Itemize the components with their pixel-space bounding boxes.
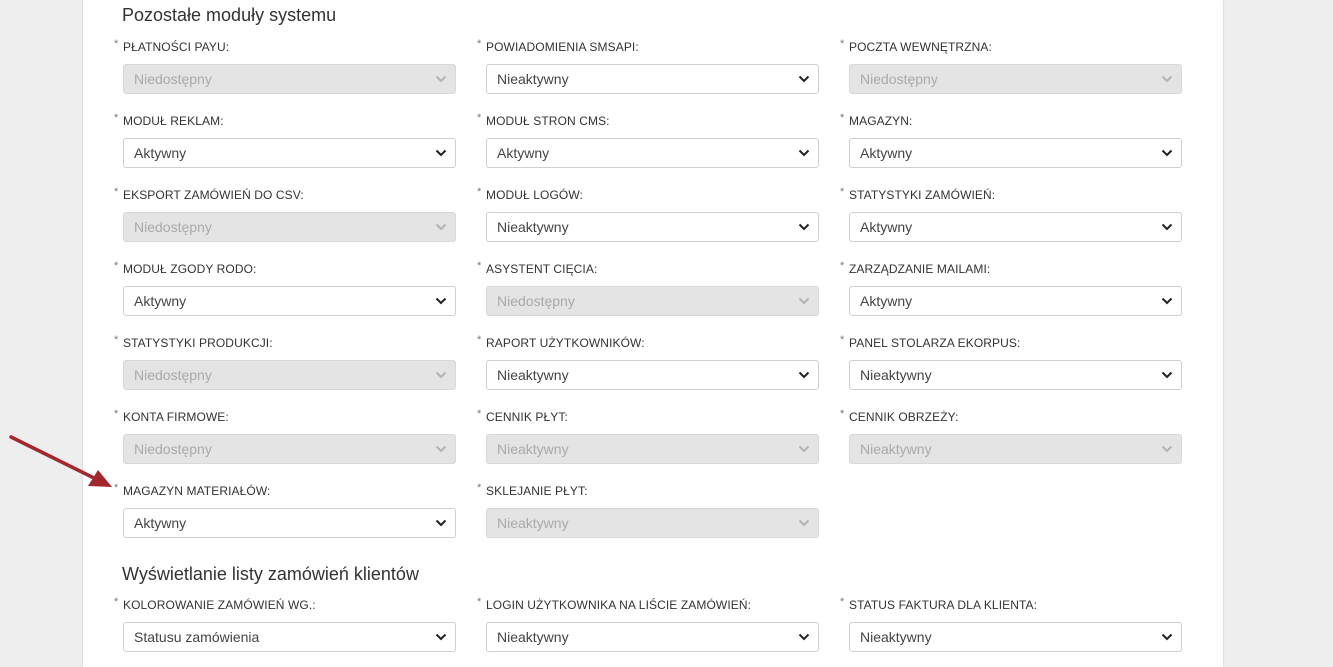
logs-module-select[interactable]: Nieaktywny — [486, 212, 819, 242]
field-label: ZARZĄDZANIE MAILAMI: — [849, 262, 991, 276]
chevron-down-icon — [435, 222, 447, 232]
field-label: MAGAZYN: — [849, 114, 913, 128]
required-mark: * — [840, 38, 845, 50]
required-mark: * — [840, 260, 845, 272]
payu-select[interactable]: Niedostępny — [123, 64, 456, 94]
field-label: RAPORT UŻYTKOWNIKÓW: — [486, 336, 645, 350]
field-payu — [114, 38, 450, 94]
required-mark: * — [477, 334, 482, 346]
chevron-down-icon — [798, 222, 810, 232]
field-production-stats — [114, 334, 450, 390]
required-mark: * — [840, 186, 845, 198]
chevron-down-icon — [1161, 74, 1173, 84]
csv-export-select[interactable]: Niedostępny — [123, 212, 456, 242]
field-edge-pricing — [840, 408, 1176, 464]
field-smsapi — [477, 38, 813, 94]
field-order-stats — [840, 186, 1176, 242]
field-cutting-assistant — [477, 260, 813, 316]
chevron-down-icon — [798, 74, 810, 84]
chevron-down-icon — [435, 632, 447, 642]
annotation-arrow-icon — [8, 432, 118, 492]
required-mark: * — [840, 408, 845, 420]
ads-module-select[interactable]: Aktywny — [123, 138, 456, 168]
chevron-down-icon — [1161, 444, 1173, 454]
chevron-down-icon — [435, 518, 447, 528]
field-label: ASYSTENT CIĘCIA: — [486, 262, 598, 276]
field-label: MODUŁ ZGODY RODO: — [123, 262, 257, 276]
chevron-down-icon — [435, 74, 447, 84]
field-company-accounts — [114, 408, 450, 464]
chevron-down-icon — [435, 370, 447, 380]
required-mark: * — [477, 186, 482, 198]
field-label: EKSPORT ZAMÓWIEŃ DO CSV: — [123, 188, 304, 202]
edge-pricing-select[interactable]: Nieaktywny — [849, 434, 1182, 464]
required-mark: * — [477, 112, 482, 124]
invoice-status-select[interactable]: Nieaktywny — [849, 622, 1182, 652]
production-stats-select[interactable]: Niedostępny — [123, 360, 456, 390]
board-gluing-select[interactable]: Nieaktywny — [486, 508, 819, 538]
order-coloring-select[interactable]: Statusu zamówienia — [123, 622, 456, 652]
chevron-down-icon — [798, 632, 810, 642]
chevron-down-icon — [1161, 222, 1173, 232]
required-mark: * — [477, 260, 482, 272]
mail-management-select[interactable]: Aktywny — [849, 286, 1182, 316]
chevron-down-icon — [798, 370, 810, 380]
field-user-login-on-list — [477, 596, 813, 652]
field-label: KONTA FIRMOWE: — [123, 410, 229, 424]
field-label: MODUŁ STRON CMS: — [486, 114, 610, 128]
field-ads-module — [114, 112, 450, 168]
required-mark: * — [840, 334, 845, 346]
field-warehouse — [840, 112, 1176, 168]
company-accounts-select[interactable]: Niedostępny — [123, 434, 456, 464]
field-board-pricing — [477, 408, 813, 464]
cms-module-select[interactable]: Aktywny — [486, 138, 819, 168]
field-invoice-status — [840, 596, 1176, 652]
warehouse-select[interactable]: Aktywny — [849, 138, 1182, 168]
field-label: STATUS FAKTURA DLA KLIENTA: — [849, 598, 1038, 612]
field-label: MODUŁ REKLAM: — [123, 114, 224, 128]
rodo-module-select[interactable]: Aktywny — [123, 286, 456, 316]
field-label: CENNIK PŁYT: — [486, 410, 568, 424]
field-rodo-module — [114, 260, 450, 316]
required-mark: * — [477, 408, 482, 420]
chevron-down-icon — [1161, 296, 1173, 306]
field-label: STATYSTYKI ZAMÓWIEŃ: — [849, 188, 996, 202]
required-mark: * — [114, 482, 119, 494]
chevron-down-icon — [1161, 370, 1173, 380]
user-report-select[interactable]: Nieaktywny — [486, 360, 819, 390]
order-stats-select[interactable]: Aktywny — [849, 212, 1182, 242]
chevron-down-icon — [435, 148, 447, 158]
required-mark: * — [840, 596, 845, 608]
field-label: POWIADOMIENIA SMSAPI: — [486, 40, 639, 54]
chevron-down-icon — [798, 148, 810, 158]
field-cms-module — [477, 112, 813, 168]
required-mark: * — [114, 334, 119, 346]
field-label: STATYSTYKI PRODUKCJI: — [123, 336, 273, 350]
user-login-on-list-select[interactable]: Nieaktywny — [486, 622, 819, 652]
chevron-down-icon — [1161, 632, 1173, 642]
chevron-down-icon — [435, 296, 447, 306]
board-pricing-select[interactable]: Nieaktywny — [486, 434, 819, 464]
required-mark: * — [114, 38, 119, 50]
field-label: MAGAZYN MATERIAŁÓW: — [123, 484, 271, 498]
material-warehouse-select[interactable]: Aktywny — [123, 508, 456, 538]
field-label: PŁATNOŚCI PAYU: — [123, 40, 230, 54]
cutting-assistant-select[interactable]: Niedostępny — [486, 286, 819, 316]
field-order-coloring — [114, 596, 450, 652]
field-internal-mail — [840, 38, 1176, 94]
field-label: CENNIK OBRZEŻY: — [849, 410, 959, 424]
required-mark: * — [477, 38, 482, 50]
field-label: LOGIN UŻYTKOWNIKA NA LIŚCIE ZAMÓWIEŃ: — [486, 598, 752, 612]
field-label: SKLEJANIE PŁYT: — [486, 484, 588, 498]
chevron-down-icon — [798, 518, 810, 528]
section-title-order-list: Wyświetlanie listy zamówień klientów — [122, 564, 419, 584]
field-csv-export — [114, 186, 450, 242]
field-user-report — [477, 334, 813, 390]
field-board-gluing — [477, 482, 813, 538]
field-carpenter-panel — [840, 334, 1176, 390]
required-mark: * — [114, 408, 119, 420]
field-label: POCZTA WEWNĘTRZNA: — [849, 40, 992, 54]
required-mark: * — [840, 112, 845, 124]
chevron-down-icon — [798, 444, 810, 454]
smsapi-select[interactable]: Nieaktywny — [486, 64, 819, 94]
required-mark: * — [477, 482, 482, 494]
field-logs-module — [477, 186, 813, 242]
required-mark: * — [114, 186, 119, 198]
field-label: MODUŁ LOGÓW: — [486, 188, 583, 202]
field-label: KOLOROWANIE ZAMÓWIEŃ WG.: — [123, 598, 316, 612]
required-mark: * — [114, 260, 119, 272]
chevron-down-icon — [1161, 148, 1173, 158]
required-mark: * — [477, 596, 482, 608]
chevron-down-icon — [798, 296, 810, 306]
field-material-warehouse — [114, 482, 450, 538]
field-mail-management — [840, 260, 1176, 316]
section-title-modules: Pozostałe moduły systemu — [122, 5, 337, 25]
field-label: PANEL STOLARZA EKORPUS: — [849, 336, 1021, 350]
chevron-down-icon — [435, 444, 447, 454]
required-mark: * — [114, 596, 119, 608]
required-mark: * — [114, 112, 119, 124]
carpenter-panel-select[interactable]: Nieaktywny — [849, 360, 1182, 390]
internal-mail-select[interactable]: Niedostępny — [849, 64, 1182, 94]
